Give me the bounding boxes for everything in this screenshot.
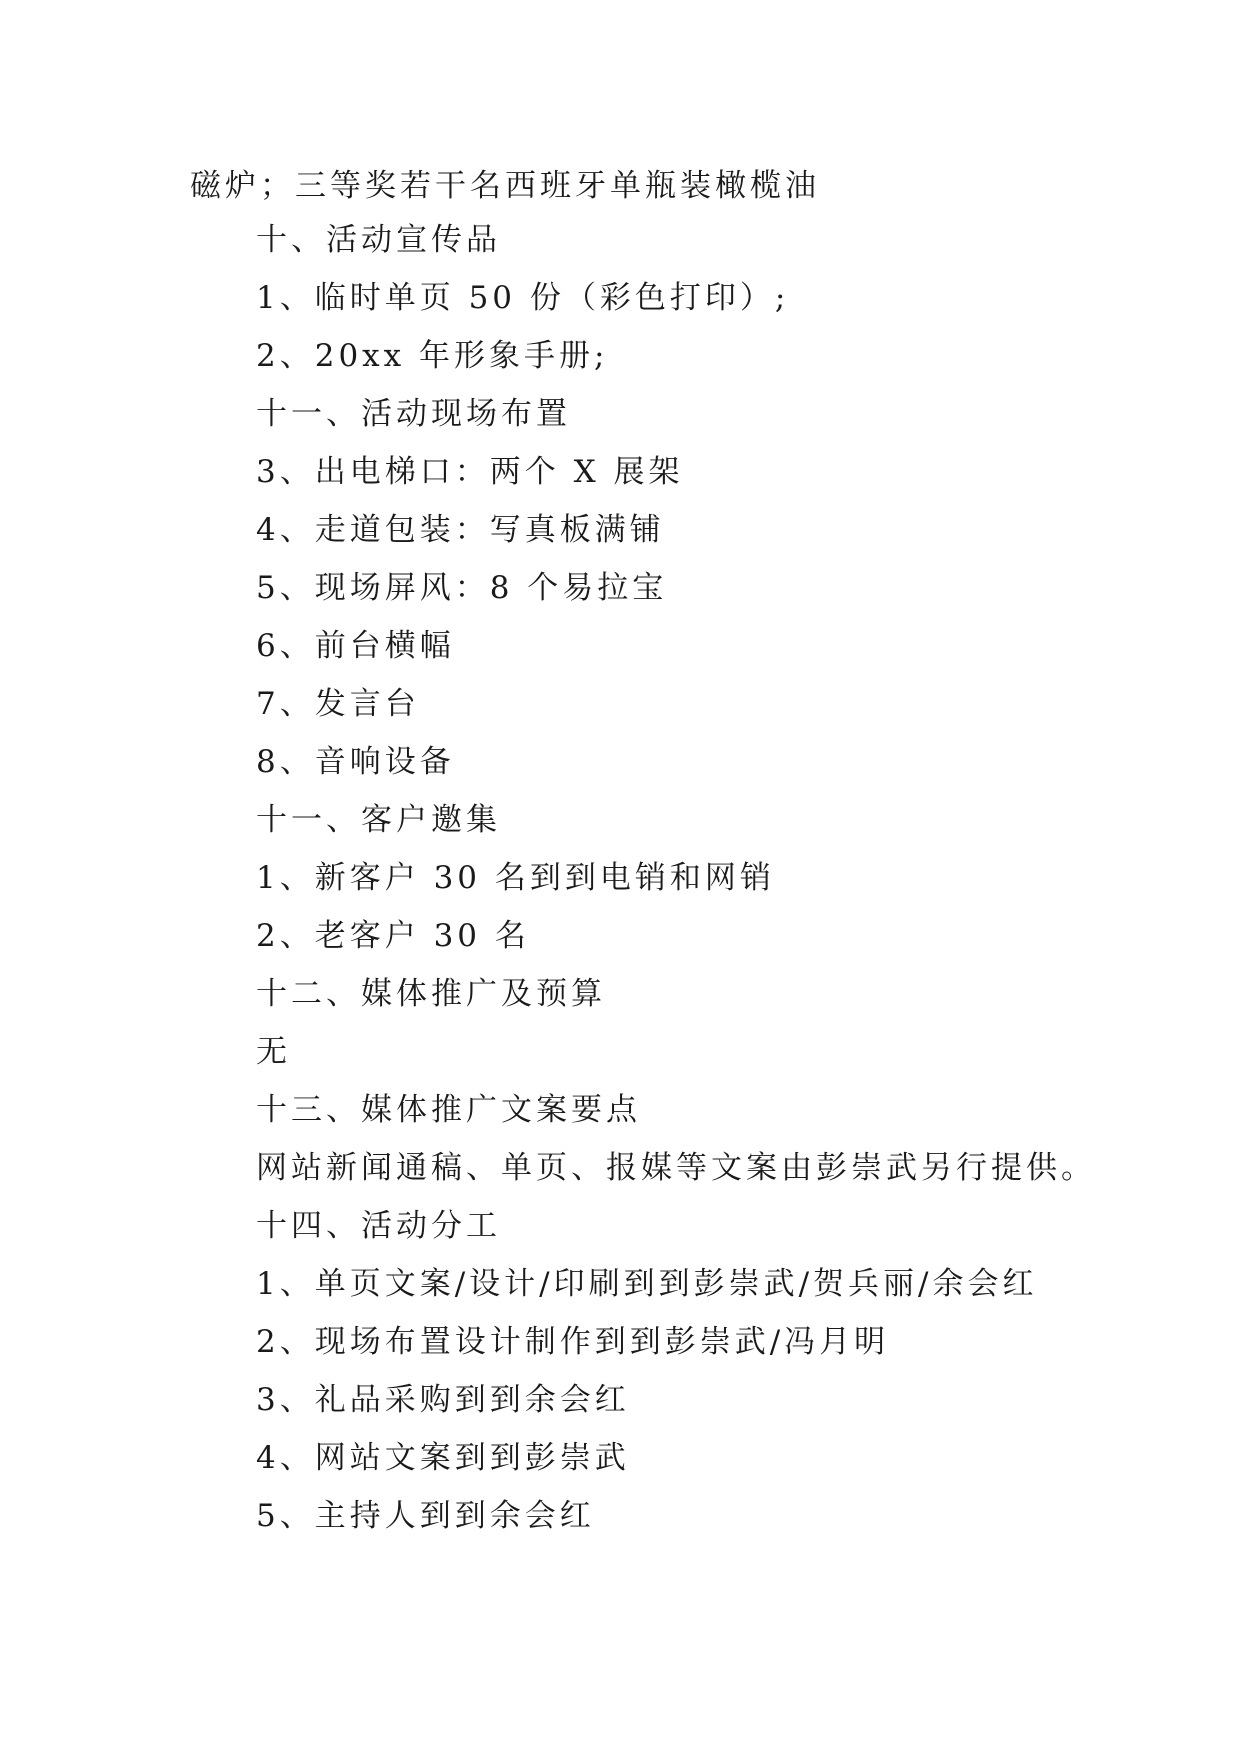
paragraph: 无 xyxy=(256,1034,291,1070)
list-item: 1、新客户 30 名到到电销和网销 xyxy=(256,860,775,896)
list-item: 1、临时单页 50 份（彩色打印）; xyxy=(256,280,790,316)
list-item: 5、主持人到到余会红 xyxy=(256,1498,595,1534)
list-item: 2、现场布置设计制作到到彭崇武/冯月明 xyxy=(256,1324,890,1360)
list-item: 3、礼品采购到到余会红 xyxy=(256,1382,630,1418)
text-line-continuation: 磁炉；三等奖若干名西班牙单瓶装橄榄油 xyxy=(190,168,820,204)
section-heading-11: 十一、活动现场布置 xyxy=(256,396,571,432)
list-item: 2、20xx 年形象手册; xyxy=(256,338,609,374)
section-heading-11b: 十一、客户邀集 xyxy=(256,802,501,838)
list-item: 1、单页文案/设计/印刷到到彭崇武/贺兵丽/余会红 xyxy=(256,1266,1038,1302)
list-item: 2、老客户 30 名 xyxy=(256,918,530,954)
list-item: 7、发言台 xyxy=(256,686,420,722)
list-item: 8、音响设备 xyxy=(256,744,455,780)
paragraph: 网站新闻通稿、单页、报媒等文案由彭崇武另行提供。 xyxy=(256,1150,1096,1186)
list-item: 5、现场屏风：8 个易拉宝 xyxy=(256,570,668,606)
list-item: 4、网站文案到到彭崇武 xyxy=(256,1440,630,1476)
section-heading-10: 十、活动宣传品 xyxy=(256,222,501,258)
list-item: 4、走道包装：写真板满铺 xyxy=(256,512,665,548)
section-heading-14: 十四、活动分工 xyxy=(256,1208,501,1244)
list-item: 6、前台横幅 xyxy=(256,628,455,664)
section-heading-13: 十三、媒体推广文案要点 xyxy=(256,1092,641,1128)
list-item: 3、出电梯口：两个 X 展架 xyxy=(256,454,684,490)
section-heading-12: 十二、媒体推广及预算 xyxy=(256,976,606,1012)
